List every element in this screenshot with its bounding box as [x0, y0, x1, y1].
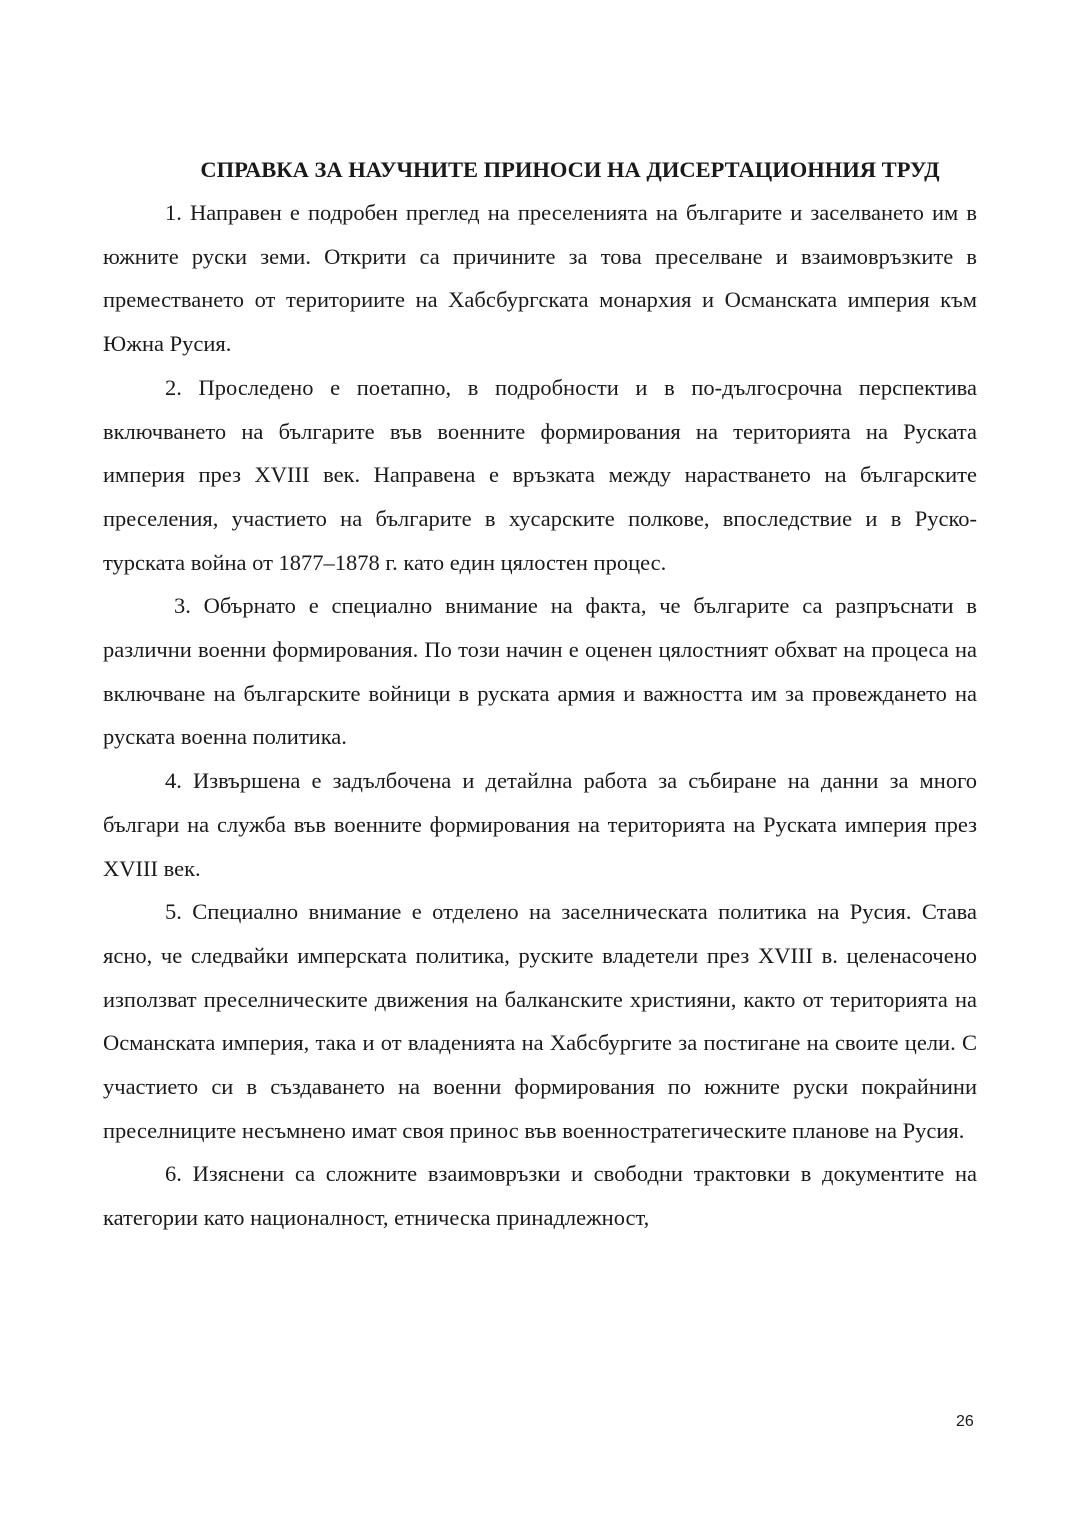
- contribution-paragraph-5: 5. Специално внимание е отделено на заселническата политика на Русия. Става ясно, че следвайки имперската политика, руските владетели през XVIII в. целенасочено използват преселническите движения на балканските християни, както от територията на Османската империя, така и от владенията на Хабсбургите за постигане на своите цели. С участието си в създаването на военни формирования по южните руски покрайнини преселниците несъмнено имат своя принос във военностратегическите планове на Русия.: [103, 899, 977, 1143]
- contribution-paragraph-2: 2. Проследено е поетапно, в подробности и в по-дългосрочна перспектива включването на българите във военните формирования на територията на Руската империя през XVIII век. Направена е връзката между нарастването на българските преселения, участието на българите в хусарските полкове, впоследствие и в Руско-турската война от 1877–1878 г. като един цялостен процес.: [103, 374, 977, 575]
- contribution-paragraph-6: 6. Изяснени са сложните взаимовръзки и свободни трактовки в документите на категории като националност, етническа принадлежност,: [103, 1161, 977, 1231]
- contribution-paragraph-3: 3. Обърнато е специално внимание на факта, че българите са разпръснати в различни военни формирования. По този начин е оценен цялостният обхват на процеса на включване на българските войници в руската армия и важността им за провеждането на руската военна политика.: [103, 593, 977, 750]
- document-page: [103, 149, 977, 1240]
- document-title: СПРАВКА ЗА НАУЧНИТЕ ПРИНОСИ НА ДИСЕРТАЦИОННИЯ ТРУД: [200, 157, 940, 182]
- page-number: 26: [956, 1413, 974, 1430]
- contribution-paragraph-1: 1. Направен е подробен преглед на преселенията на българите и заселването им в южните руски земи. Открити са причините за това преселване и взаимовръзките в преместването от териториите на Хабсбургската монархия и Османската империя към Южна Русия.: [103, 200, 977, 357]
- contribution-paragraph-4: 4. Извършена е задълбочена и детайлна работа за събиране на данни за много българи на служба във военните формирования на територията на Руската империя през XVIII век.: [103, 768, 977, 881]
